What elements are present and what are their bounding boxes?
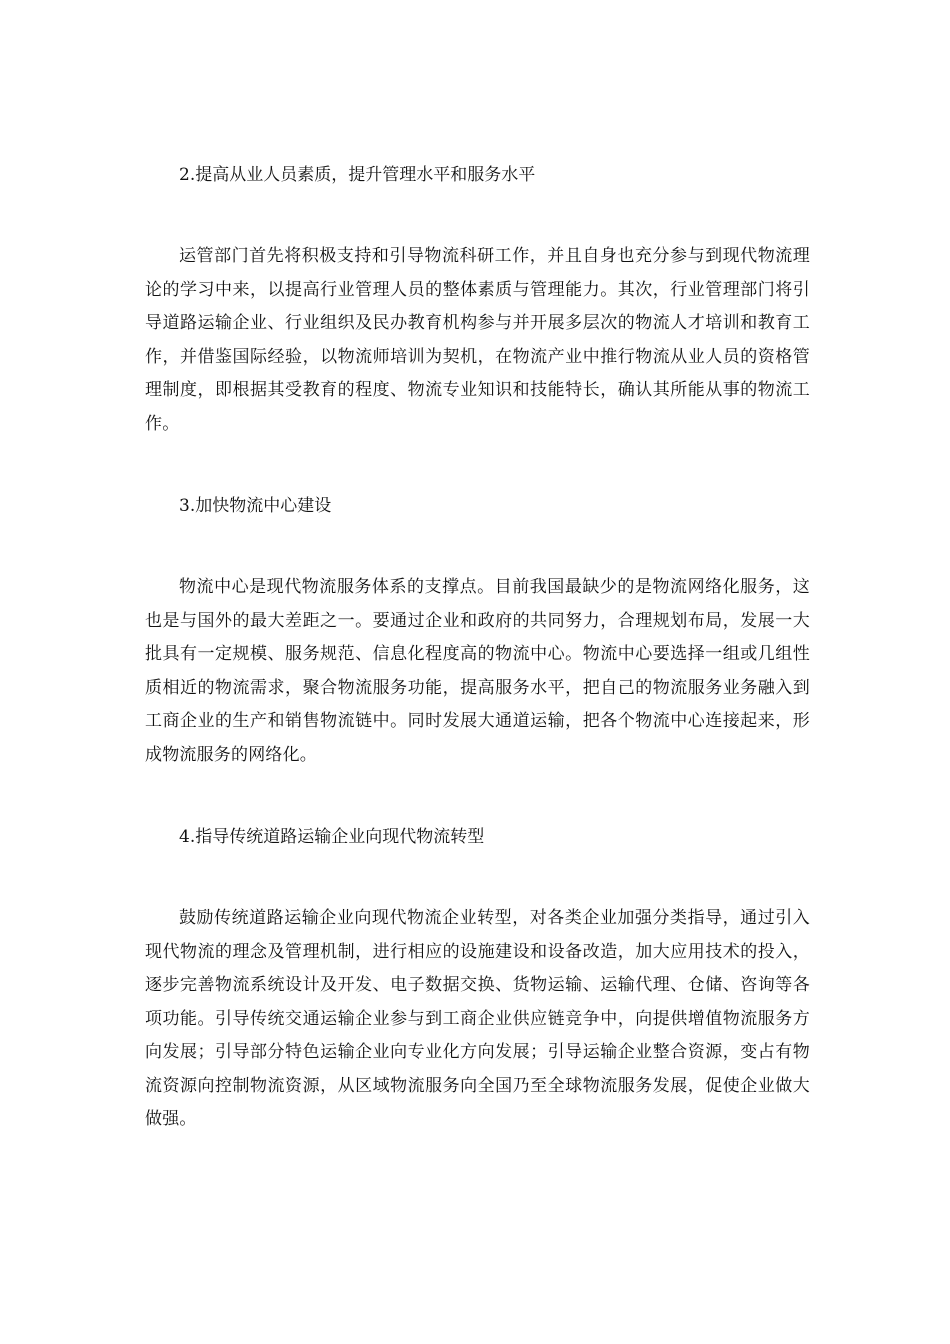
section-heading-4: 4.指导传统道路运输企业向现代物流转型 [179, 827, 485, 847]
section-heading-2: 2.提高从业人员素质，提升管理水平和服务水平 [179, 165, 536, 185]
section-heading-3: 3.加快物流中心建设 [179, 496, 332, 516]
document-body [145, 160, 810, 1187]
section-paragraph-2: 运管部门首先将积极支持和引导物流科研工作，并且自身也充分参与到现代物流理论的学习中来，以提高行业管理人员的整体素质与管理能力。其次，行业管理部门将引导道路运输企业、行业组织及民办教育机构参与并开展多层次的物流人才培训和教育工作，并借鉴国际经验，以物流师培训为契机，在物流产业中推行物流从业人员的资格管理制度，即根据其受教育的程度、物流专业知识和技能特长，确认其所能从事的物流工作。 [145, 246, 810, 434]
section-paragraph-3: 物流中心是现代物流服务体系的支撑点。目前我国最缺少的是物流网络化服务，这也是与国外的最大差距之一。要通过企业和政府的共同努力，合理规划布局，发展一大批具有一定规模、服务规范、信息化程度高的物流中心。物流中心要选择一组或几组性质相近的物流需求，聚合物流服务功能，提高服务水平，把自己的物流服务业务融入到工商企业的生产和销售物流链中。同时发展大通道运输，把各个物流中心连接起来，形成物流服务的网络化。 [145, 577, 810, 765]
section-paragraph-4: 鼓励传统道路运输企业向现代物流企业转型，对各类企业加强分类指导，通过引入现代物流的理念及管理机制，进行相应的设施建设和设备改造，加大应用技术的投入，逐步完善物流系统设计及开发、电子数据交换、货物运输、运输代理、仓储、咨询等各项功能。引导传统交通运输企业参与到工商企业供应链竞争中，向提供增值物流服务方向发展；引导部分特色运输企业向专业化方向发展；引导运输企业整合资源，变占有物流资源向控制物流资源，从区域物流服务向全国乃至全球物流服务发展，促使企业做大做强。 [145, 908, 810, 1129]
